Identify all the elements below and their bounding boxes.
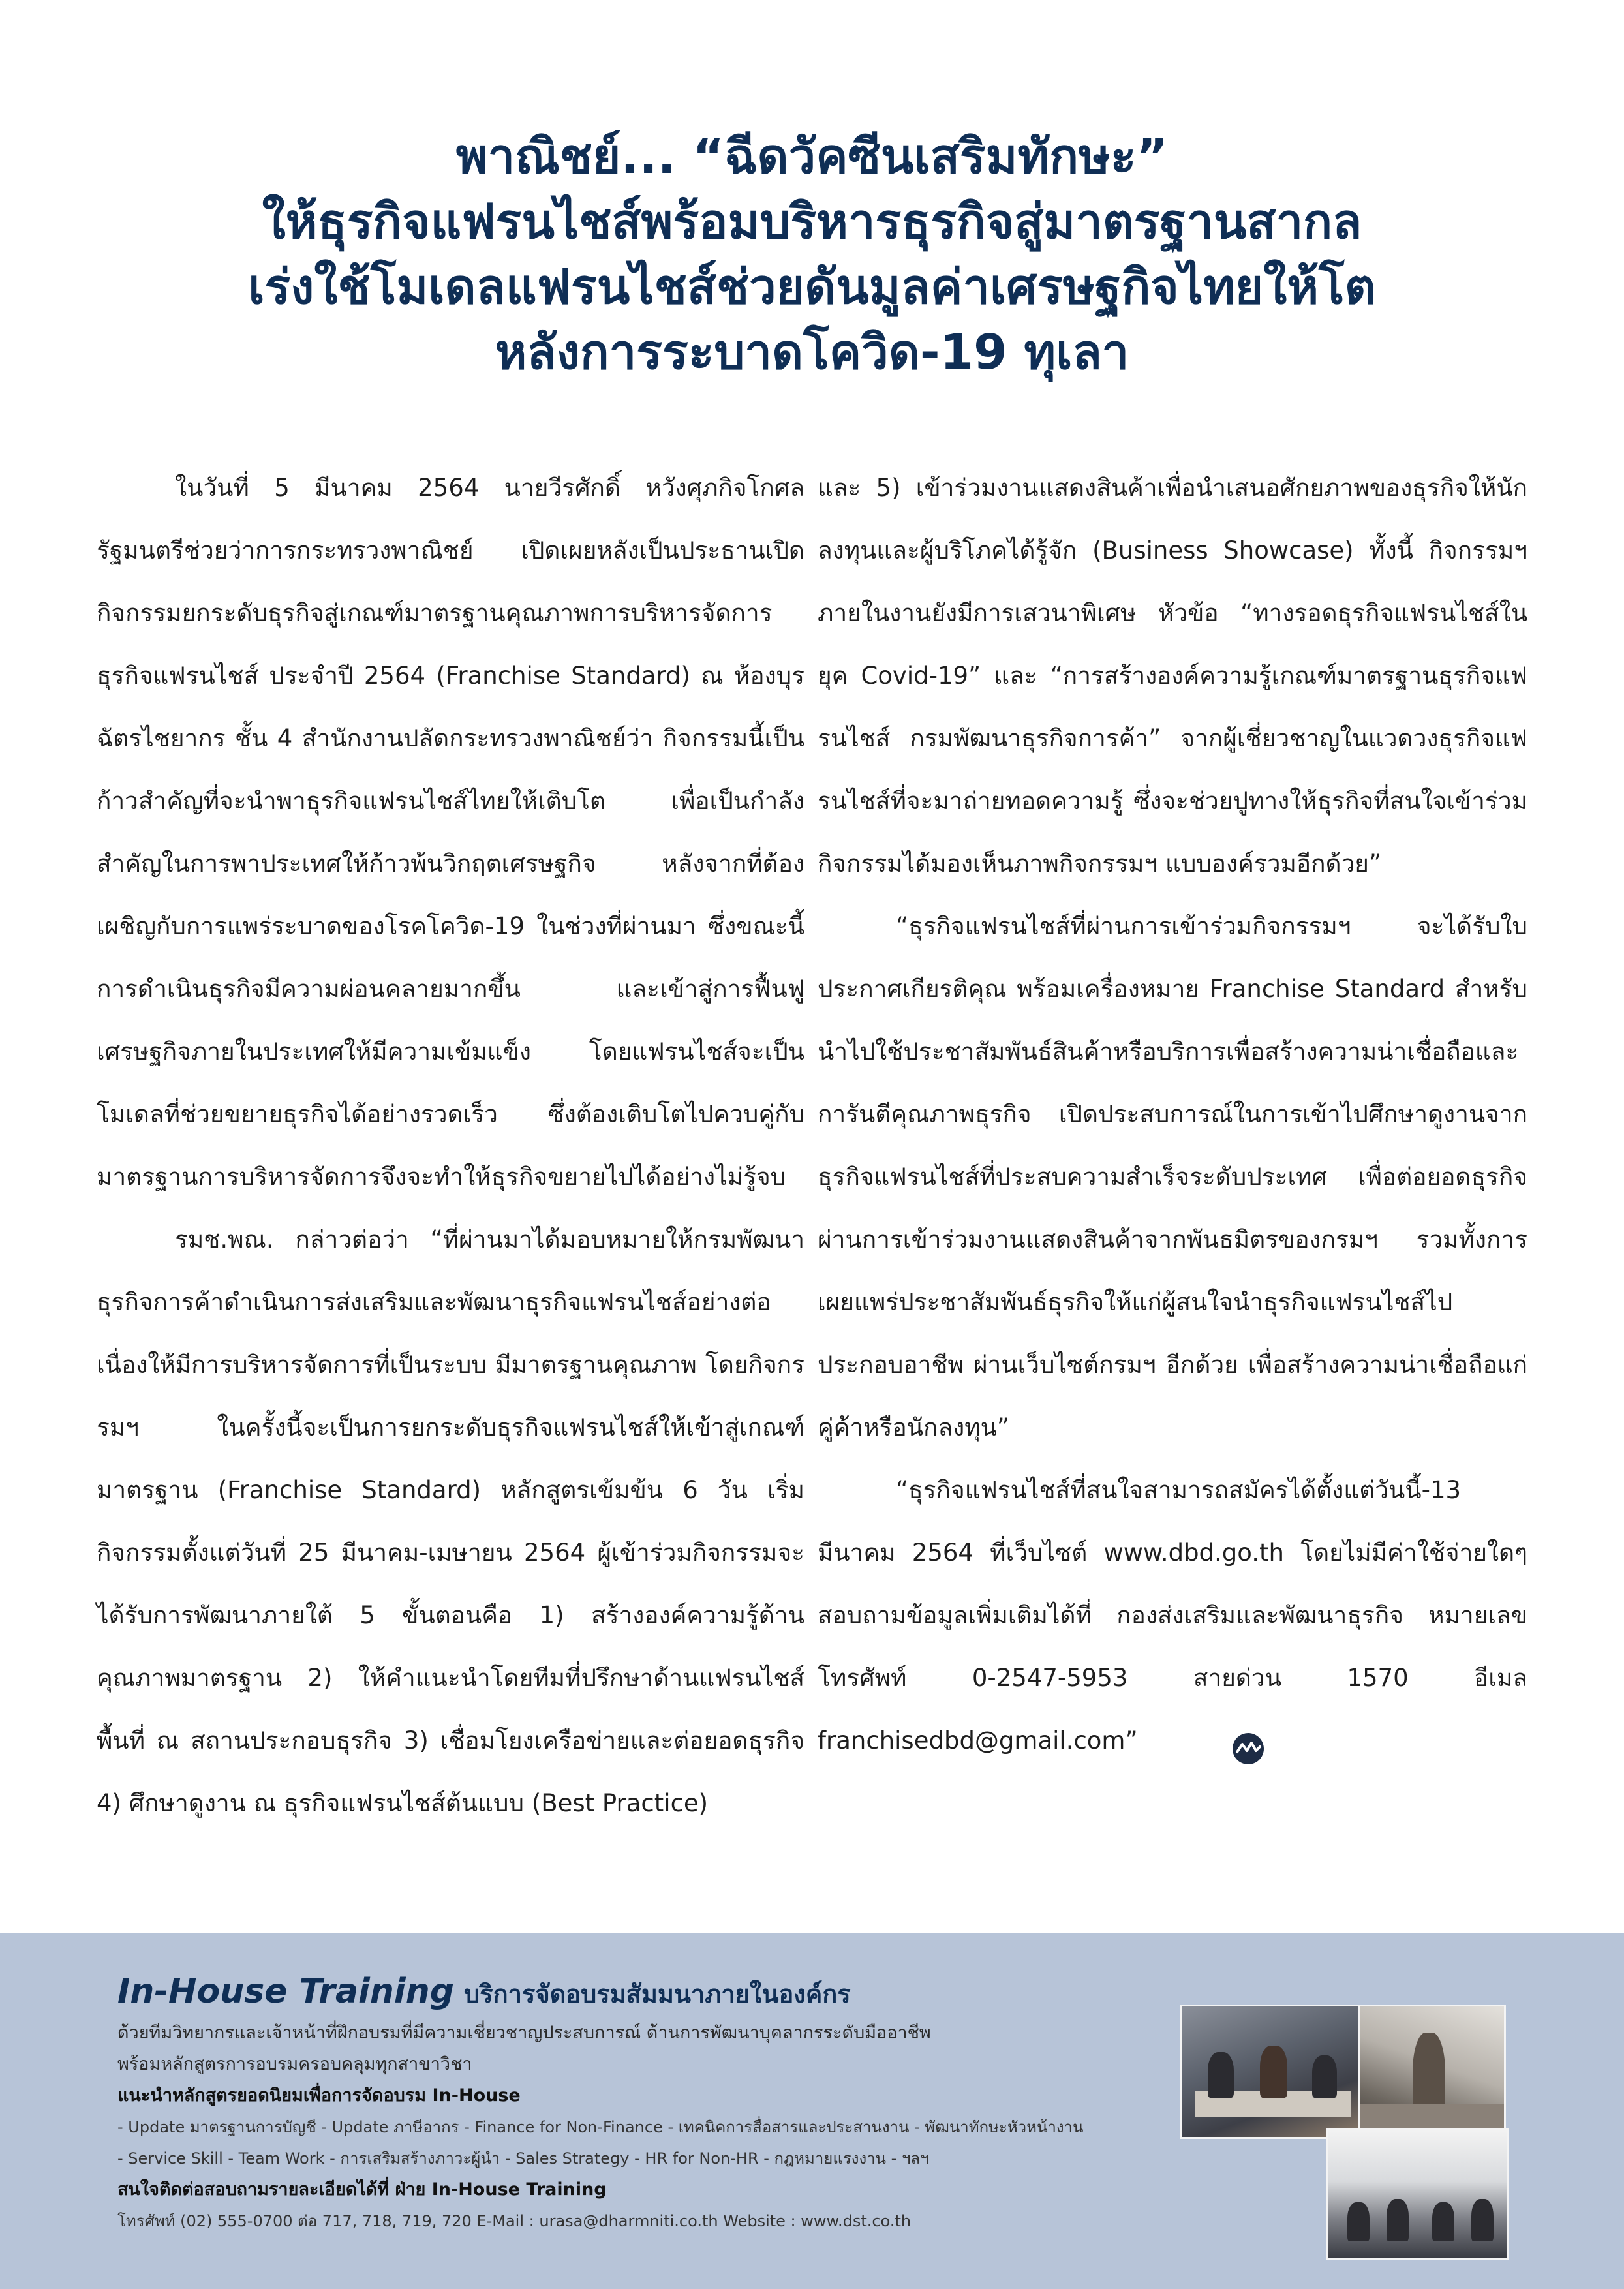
ad-recommend-heading: แนะนำหลักสูตรยอดนิยมเพื่อการจัดอบรม In-House bbox=[117, 2085, 521, 2106]
training-photo-1 bbox=[1180, 2005, 1362, 2139]
article-right-column bbox=[818, 457, 1527, 1772]
article-left-column bbox=[97, 457, 804, 1835]
paragraph-4: “ธุรกิจแฟรนไชส์ที่ผ่านการเข้าร่วมกิจกรรมฯ จะได้รับใบประกาศเกียรติคุณ พร้อมเครื่องหมาย Franchise Standard สำหรับนำไปใช้ประชาสัมพันธ์สินค้าหรือบริการเพื่อสร้างความน่าเชื่อถือและการันตีคุณภาพธุรกิจ เปิดประสบการณ์ในการเข้าไปศึกษาดูงานจากธุรกิจแฟรนไชส์ที่ประสบความสำเร็จระดับประเทศ เพื่อต่อยอดธุรกิจผ่านการเข้าร่วมงานแสดงสินค้าจากพันธมิตรของกรมฯ รวมทั้งการเผยแพร่ประชาสัมพันธ์ธุรกิจให้แก่ผู้สนใจนำธุรกิจแฟรนไชส์ไปประกอบอาชีพ ผ่านเว็บไซต์กรมฯ อีกด้วย เพื่อสร้างความน่าเชื่อถือแก่คู่ค้าหรือนักลงทุน” bbox=[818, 912, 1527, 1441]
ad-title-en: In-House Training bbox=[117, 1972, 454, 2011]
ad-line-2: พร้อมหลักสูตรการอบรมครอบคลุมทุกสาขาวิชา bbox=[117, 2054, 472, 2074]
paragraph-1: ในวันที่ 5 มีนาคม 2564 นายวีรศักดิ์ หวังศุภกิจโกศล รัฐมนตรีช่วยว่าการกระทรวงพาณิชย์ เปิดเผยหลังเป็นประธานเปิดกิจกรรมยกระดับธุรกิจสู่เกณฑ์มาตรฐานคุณภาพการบริหารจัดการธุรกิจแฟรนไชส์ ประจำปี 2564 (Franchise Standard) ณ ห้องบุรฉัตรไชยากร ชั้น 4 สำนักงานปลัดกระทรวงพาณิชย์ว่า กิจกรรมนี้เป็นก้าวสำคัญที่จะนำพาธุรกิจแฟรนไชส์ไทยให้เติบโต เพื่อเป็นกำลังสำคัญในการพาประเทศให้ก้าวพ้นวิกฤตเศรษฐกิจ หลังจากที่ต้องเผชิญกับการแพร่ระบาดของโรคโควิด-19 ในช่วงที่ผ่านมา ซึ่งขณะนี้การดำเนินธุรกิจมีความผ่อนคลายมากขึ้น และเข้าสู่การฟื้นฟูเศรษฐกิจภายในประเทศให้มีความเข้มแข็ง โดยแฟรนไชส์จะเป็นโมเดลที่ช่วยขยายธุรกิจได้อย่างรวดเร็ว ซึ่งต้องเติบโตไปควบคู่กับมาตรฐานการบริหารจัดการจึงจะทำให้ธุรกิจขยายไปได้อย่างไม่รู้จบ bbox=[97, 474, 804, 1191]
headline-line-4: หลังการระบาดโควิด-19 ทุเลา bbox=[495, 324, 1129, 380]
paragraph-2: รมช.พณ. กล่าวต่อว่า “ที่ผ่านมาได้มอบหมายให้กรมพัฒนาธุรกิจการค้าดำเนินการส่งเสริมและพัฒนาธุรกิจแฟรนไชส์อย่างต่อเนื่องให้มีการบริหารจัดการที่เป็นระบบ มีมาตรฐานคุณภาพ โดยกิจกรรมฯ ในครั้งนี้จะเป็นการยกระดับธุรกิจแฟรนไชส์ให้เข้าสู่เกณฑ์มาตรฐาน (Franchise Standard) หลักสูตรเข้มข้น 6 วัน เริ่มกิจกรรมตั้งแต่วันที่ 25 มีนาคม-เมษายน 2564 ผู้เข้าร่วมกิจกรรมจะได้รับการพัฒนาภายใต้ 5 ขั้นตอนคือ 1) สร้างองค์ความรู้ด้านคุณภาพมาตรฐาน 2) ให้คำแนะนำโดยทีมที่ปรึกษาด้านแฟรนไชส์พื้นที่ ณ สถานประกอบธุรกิจ 3) เชื่อมโยงเครือข่ายและต่อยอดธุรกิจ 4) ศึกษาดูงาน ณ ธุรกิจแฟรนไชส์ต้นแบบ (Best Practice) bbox=[97, 1225, 804, 1817]
magazine-logo-icon bbox=[1154, 1726, 1186, 1759]
ad-body bbox=[117, 2018, 1161, 2237]
headline-line-1: พาณิชย์... “ฉีดวัคซีนเสริมทักษะ” bbox=[455, 129, 1169, 185]
ad-contact-heading: สนใจติดต่อสอบถามรายละเอียดได้ที่ ฝ่าย In-House Training bbox=[117, 2179, 607, 2200]
training-photo-2 bbox=[1358, 2005, 1506, 2139]
paragraph-3: และ 5) เข้าร่วมงานแสดงสินค้าเพื่อนำเสนอศักยภาพของธุรกิจให้นักลงทุนและผู้บริโภคได้รู้จัก (Business Showcase) ทั้งนี้ กิจกรรมฯ ภายในงานยังมีการเสวนาพิเศษ หัวข้อ “ทางรอดธุรกิจแฟรนไชส์ในยุค Covid-19” และ “การสร้างองค์ความรู้เกณฑ์มาตรฐานธุรกิจแฟรนไชส์ กรมพัฒนาธุรกิจการค้า” จากผู้เชี่ยวชาญในแวดวงธุรกิจแฟรนไชส์ที่จะมาถ่ายทอดความรู้ ซึ่งจะช่วยปูทางให้ธุรกิจที่สนใจเข้าร่วมกิจกรรมได้มองเห็นภาพกิจกรรมฯ แบบองค์รวมอีกด้วย” bbox=[818, 474, 1527, 878]
ad-line-1: ด้วยทีมวิทยากรและเจ้าหน้าที่ฝึกอบรมที่มีความเชี่ยวชาญประสบการณ์ ด้านการพัฒนาบุคลากรระดับมืออาชีพ bbox=[117, 2023, 931, 2043]
article-headline bbox=[117, 124, 1507, 385]
paragraph-5 bbox=[818, 1459, 1527, 1772]
in-house-training-ad bbox=[0, 1933, 1624, 2289]
paragraph-5-text: “ธุรกิจแฟรนไชส์ที่สนใจสามารถสมัครได้ตั้งแต่วันนี้-13 มีนาคม 2564 ที่เว็บไซต์ www.dbd.go.th โดยไม่มีค่าใช้จ่ายใดๆ สอบถามข้อมูลเพิ่มเติมได้ที่ กองส่งเสริมและพัฒนาธุรกิจ หมายเลขโทรศัพท์ 0-2547-5953 สายด่วน 1570 อีเมล franchisedbd@gmail.com” bbox=[818, 1476, 1527, 1755]
headline-line-2: ให้ธุรกิจแฟรนไชส์พร้อมบริหารธุรกิจสู่มาตรฐานสากล bbox=[262, 194, 1362, 250]
ad-courses-2: - Service Skill - Team Work - การเสริมสร้างภาวะผู้นำ - Sales Strategy - HR for Non-HR - กฎหมายแรงงาน - ฯลฯ bbox=[117, 2149, 929, 2168]
headline-line-3: เร่งใช้โมเดลแฟรนไชส์ช่วยดันมูลค่าเศรษฐกิจไทยให้โต bbox=[248, 259, 1376, 315]
ad-title bbox=[117, 1972, 851, 2014]
ad-title-th: บริการจัดอบรมสัมมนาภายในองค์กร bbox=[464, 1980, 851, 2008]
training-photo-3 bbox=[1326, 2128, 1509, 2260]
ad-contact-line: โทรศัพท์ (02) 555-0700 ต่อ 717, 718, 719, 720 E-Mail : urasa@dharmniti.co.th Website : www.dst.co.th bbox=[117, 2212, 912, 2230]
ad-courses-1: - Update มาตรฐานการบัญชี - Update ภาษีอากร - Finance for Non-Finance - เทคนิคการสื่อสารและประสานงาน - พัฒนาทักษะหัวหน้างาน bbox=[117, 2118, 1084, 2136]
